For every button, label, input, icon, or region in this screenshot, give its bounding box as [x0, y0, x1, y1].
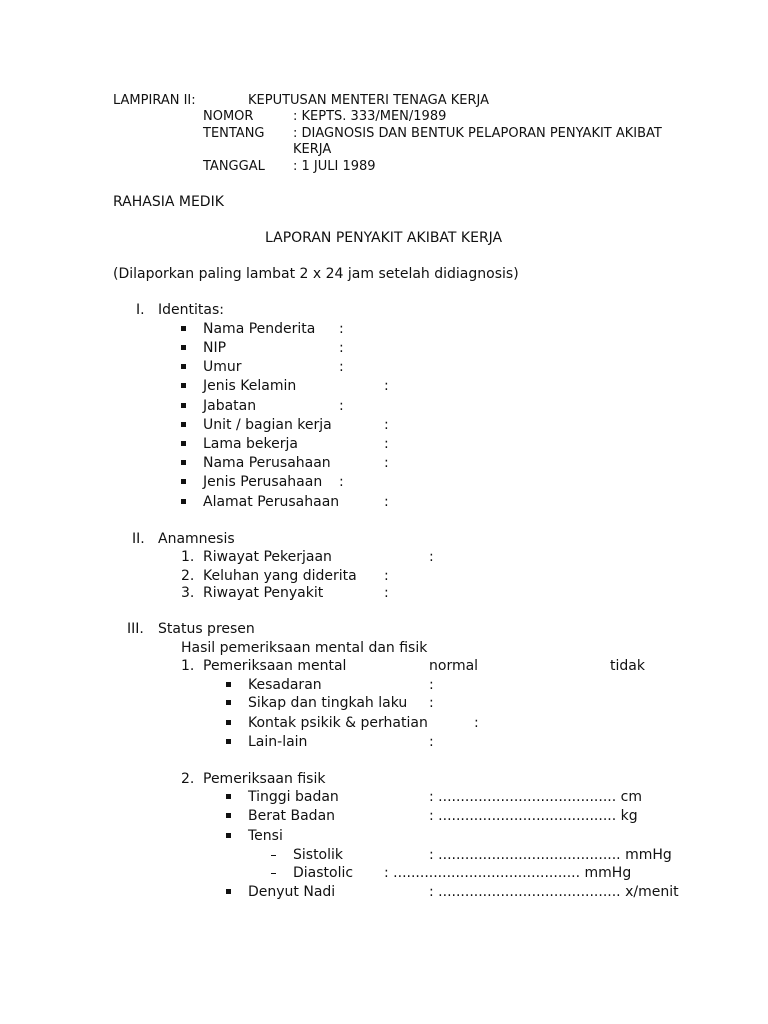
- field-label: Keluhan yang diderita: [203, 568, 357, 584]
- field-label: Sistolik: [293, 847, 344, 863]
- section-heading: Identitas:: [158, 302, 224, 318]
- bullet-icon: [226, 739, 231, 744]
- bullet-icon: [181, 422, 186, 427]
- reporting-note: (Dilaporkan paling lambat 2 x 24 jam setelah didiagnosis): [113, 266, 519, 282]
- tanggal-label: TANGGAL: [203, 159, 265, 174]
- dash-icon: [271, 873, 276, 874]
- field-colon: :: [384, 378, 389, 394]
- field-value-line: : .......................................... mmHg: [384, 865, 632, 881]
- tentang-value-line2: KERJA: [293, 142, 332, 157]
- column-tidak: tidak: [610, 658, 645, 674]
- field-colon: :: [384, 568, 389, 584]
- field-colon: :: [384, 417, 389, 433]
- item-number: 1.: [181, 658, 195, 674]
- field-colon: :: [429, 734, 434, 750]
- bullet-icon: [181, 364, 186, 369]
- lampiran-label: LAMPIRAN II:: [113, 93, 196, 108]
- field-label: Jenis Perusahaan: [203, 474, 323, 490]
- item-number: 1.: [181, 549, 195, 565]
- field-colon: :: [384, 585, 389, 601]
- bullet-icon: [226, 833, 231, 838]
- bullet-icon: [181, 403, 186, 408]
- section-number: II.: [132, 531, 145, 547]
- confidential-label: RAHASIA MEDIK: [113, 194, 224, 210]
- field-colon: :: [429, 549, 434, 565]
- tentang-value-line1: : DIAGNOSIS DAN BENTUK PELAPORAN PENYAKIT AKIBAT: [293, 126, 662, 141]
- field-label: Umur: [203, 359, 242, 375]
- field-label: Tensi: [248, 828, 283, 844]
- section-heading: Anamnesis: [158, 531, 235, 547]
- bullet-icon: [181, 441, 186, 446]
- item-number: 2.: [181, 568, 195, 584]
- field-colon: :: [339, 321, 344, 337]
- field-label: Nama Penderita: [203, 321, 316, 337]
- field-label: Sikap dan tingkah laku: [248, 695, 408, 711]
- field-label: Jenis Kelamin: [203, 378, 297, 394]
- field-label: Kontak psikik & perhatian: [248, 715, 428, 731]
- section-number: I.: [136, 302, 145, 318]
- field-label: Tinggi badan: [248, 789, 339, 805]
- field-label: Nama Perusahaan: [203, 455, 331, 471]
- bullet-icon: [181, 499, 186, 504]
- bullet-icon: [181, 460, 186, 465]
- bullet-icon: [181, 345, 186, 350]
- nomor-label: NOMOR: [203, 109, 254, 124]
- bullet-icon: [226, 813, 231, 818]
- field-label: Denyut Nadi: [248, 884, 336, 900]
- field-colon: :: [429, 695, 434, 711]
- field-colon: :: [339, 474, 344, 490]
- section-heading: Status presen: [158, 621, 255, 637]
- field-label: Lama bekerja: [203, 436, 298, 452]
- field-colon: :: [384, 494, 389, 510]
- field-label: NIP: [203, 340, 227, 356]
- field-colon: :: [474, 715, 479, 731]
- field-label: Jabatan: [203, 398, 257, 414]
- field-colon: :: [384, 436, 389, 452]
- bullet-icon: [226, 794, 231, 799]
- tentang-label: TENTANG: [203, 126, 265, 141]
- field-value-line: : ........................................ cm: [429, 789, 642, 805]
- tanggal-value: : 1 JULI 1989: [293, 159, 376, 174]
- field-label: Riwayat Pekerjaan: [203, 549, 332, 565]
- lampiran-value: KEPUTUSAN MENTERI TENAGA KERJA: [248, 93, 490, 108]
- dash-icon: [271, 855, 276, 856]
- bullet-icon: [181, 326, 186, 331]
- item-number: 2.: [181, 771, 195, 787]
- field-label: Riwayat Penyakit: [203, 585, 324, 601]
- section-number: III.: [127, 621, 144, 637]
- field-colon: :: [384, 455, 389, 471]
- bullet-icon: [226, 682, 231, 687]
- bullet-icon: [181, 383, 186, 388]
- bullet-icon: [226, 889, 231, 894]
- nomor-value: : KEPTS. 333/MEN/1989: [293, 109, 447, 124]
- field-colon: :: [429, 677, 434, 693]
- bullet-icon: [226, 720, 231, 725]
- field-colon: :: [339, 359, 344, 375]
- field-label: Alamat Perusahaan: [203, 494, 340, 510]
- mental-exam-label: Pemeriksaan mental: [203, 658, 347, 674]
- field-value-line: : ......................................... x/menit: [429, 884, 679, 900]
- field-label: Kesadaran: [248, 677, 322, 693]
- bullet-icon: [226, 700, 231, 705]
- field-colon: :: [339, 398, 344, 414]
- field-value-line: : ........................................ kg: [429, 808, 638, 824]
- field-label: Unit / bagian kerja: [203, 417, 332, 433]
- item-number: 3.: [181, 585, 195, 601]
- column-normal: normal: [429, 658, 479, 674]
- field-label: Lain-lain: [248, 734, 308, 750]
- page-title: LAPORAN PENYAKIT AKIBAT KERJA: [265, 230, 503, 246]
- field-label: Berat Badan: [248, 808, 336, 824]
- bullet-icon: [181, 479, 186, 484]
- field-value-line: : ......................................... mmHg: [429, 847, 672, 863]
- field-label: Diastolic: [293, 865, 354, 881]
- physical-exam-label: Pemeriksaan fisik: [203, 771, 326, 787]
- field-colon: :: [339, 340, 344, 356]
- section-subheading: Hasil pemeriksaan mental dan fisik: [181, 640, 428, 656]
